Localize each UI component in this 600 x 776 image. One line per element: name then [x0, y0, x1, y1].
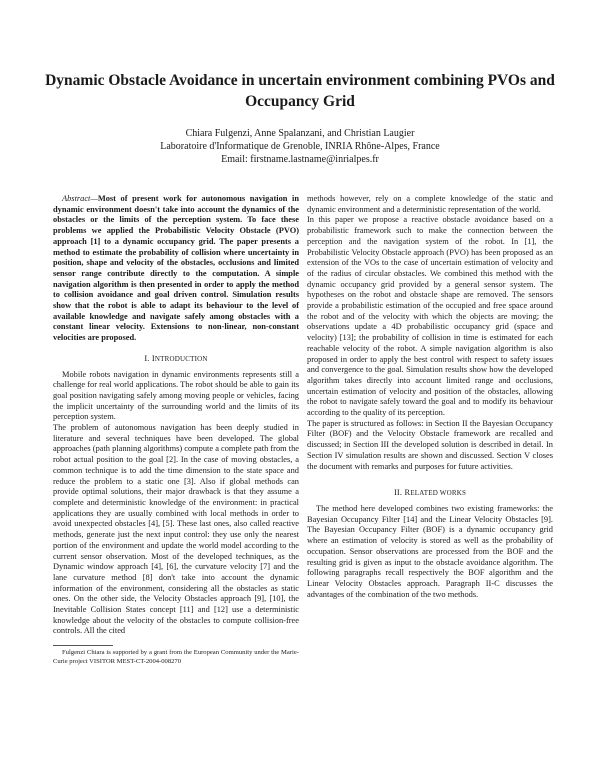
footnote: Fulgenzi Chiara is supported by a grant from the European Community under the Marie-Curie project VISITOR MEST-CT-2004-008270 — [53, 649, 299, 665]
section-heading-related-works — [307, 488, 553, 499]
email-line: Email: firstname.lastname@inrialpes.fr — [221, 154, 379, 165]
intro-paragraph-5: The paper is structured as follows: in Section II the Bayesian Occupancy Filter (BOF) and the Velocity Obstacle framework are recalled and discussed; in Section III the developed solution is described in detail. In Section IV simulation results are shown and discussed. Section V closes the document with remarks and purposes for future activities. — [307, 418, 553, 471]
abstract-text: Most of present work for autonomous navigation in dynamic environment doesn't take into account the dynamics of the obstacles or the limits of the perception system. To face these problems we applied the Probabilistic Velocity Obstacle (PVO) approach [1] to a dynamic occupancy grid. The paper presents a method to estimate the probability of collision where uncertainty in position, shape and velocity of the obstacles, occlusions and limited sensor range contribute directly to the computation. A simple navigation algorithm is then presented in order to apply the method to collision avoidance and goal driven control. Simulation results show that the robot is able to adapt its behaviour to the level of available knowledge and navigate safely among obstacles with a constant linear velocity. Extensions to non-linear, non-constant velocities are proposed. — [53, 194, 299, 343]
section-title-initial: R — [404, 488, 411, 498]
section-number: II. — [393, 488, 403, 498]
section-title-rest: NTRODUCTION — [154, 354, 208, 363]
section-heading-introduction — [53, 354, 299, 365]
related-works-paragraph: The method here developed combines two existing frameworks: the Bayesian Occupancy Filter [14] and the Linear Velocity Obstacles [9]. The Bayesian Occupancy Filter (BOF) is a dynamic occupancy grid where an estimation of velocity is stored as well as the probability of occupation. Sensor observations are processed from the BOF and the resulting grid is given as input to the obstacle avoidance algorithm. The following paragraphs recall respectively the BOF algorithm and the Linear Velocity Obstacles approach. Paragraph II-C discusses the advantages of the combination of the two methods. — [307, 503, 553, 599]
author-block — [40, 127, 560, 166]
footnote-divider — [53, 645, 113, 646]
affiliation-line: Laboratoire d'Informatique de Grenoble, INRIA Rhône-Alpes, France — [160, 141, 440, 152]
intro-paragraph-1: Mobile robots navigation in dynamic environments represents still a challenge for real world applications. The robot should be able to gain its goal position navigating safely among moving people or vehicles, facing the implicit uncertainty of the surrounding world and the limits of its perception system. — [53, 369, 299, 422]
section-number: I. — [144, 353, 150, 363]
right-column — [307, 194, 553, 600]
intro-paragraph-4: In this paper we propose a reactive obstacle avoidance based on a probabilistic framework such to make the connection between the perception and the navigation system of the robot. In [1], the Probabilistic Velocity Obstacle approach (PVO) has been proposed as an extension of the VOs to the case of uncertain estimation of velocity and of the radius of circular obstacles. We combined this method with the dynamic occupancy grid provided by a general sensor system. The hypotheses on the robot and obstacle shape are removed. The sensors provide a probabilistic estimation of the occupied and free space around the robot and of the velocity with which the objects are moving; the observations update a 4D probabilistic occupancy grid (space and velocity) [13]; the probability of collision in time is estimated for each reachable velocity of the robot. A simple navigation algorithm is also proposed in order to apply the best control with respect to safety issues and convergence to the goal. Simulation results show how the developed algorithm takes directly into account limited range and occlusions, uncertain estimation of velocity and position of the obstacles, allowing the robot to navigate safely toward the goal and to modify its behaviour according to the quality of its perception. — [307, 215, 553, 418]
authors-line: Chiara Fulgenzi, Anne Spalanzani, and Christian Laugier — [185, 128, 415, 139]
paper-title: Dynamic Obstacle Avoidance in uncertain environment combining PVOs and Occupancy Grid — [45, 72, 555, 110]
section-title-initial: I — [151, 353, 155, 363]
abstract-label: Abstract— — [62, 194, 98, 203]
intro-paragraph-3: methods however, rely on a complete knowledge of the static and dynamic environment and a deterministic representation of the world. — [307, 194, 553, 214]
left-column — [53, 194, 299, 666]
abstract — [53, 194, 299, 344]
intro-paragraph-2: The problem of autonomous navigation has been deeply studied in literature and several techniques have been developed. The global approaches (path planning algorithms) compute a complete path from the robot actual position to the goal [2]. In the case of moving obstacles, a common technique is to add the time dimension to the state space and reduce the problem to a static one [3]. Also if global methods can provide optimal solutions, their major drawback is that they assume a complete and deterministic knowledge of the environment: in practical applications they are usually combined with local methods in order to avoid unexpected obstacles [4], [5]. These last ones, also called reactive methods, generate just the next input control: they use only the nearest portion of the environment and update the world model according to the current sensor observation. Most of the developed techniques, as the Dynamic window approach [4], [6], the curvature velocity [7] and the lane curvature method [8] don't take into account the dynamic information of the environment, considering all the obstacles as static ones. On the other side, the Velocity Obstacles approach [9], [10], the Inevitable Collision States concept [11] and [12] use a deterministic knowledge about the velocity of the obstacles to compute collision-free controls. All the cited — [53, 423, 299, 636]
section-title-rest: ELATED WORKS — [410, 489, 467, 498]
